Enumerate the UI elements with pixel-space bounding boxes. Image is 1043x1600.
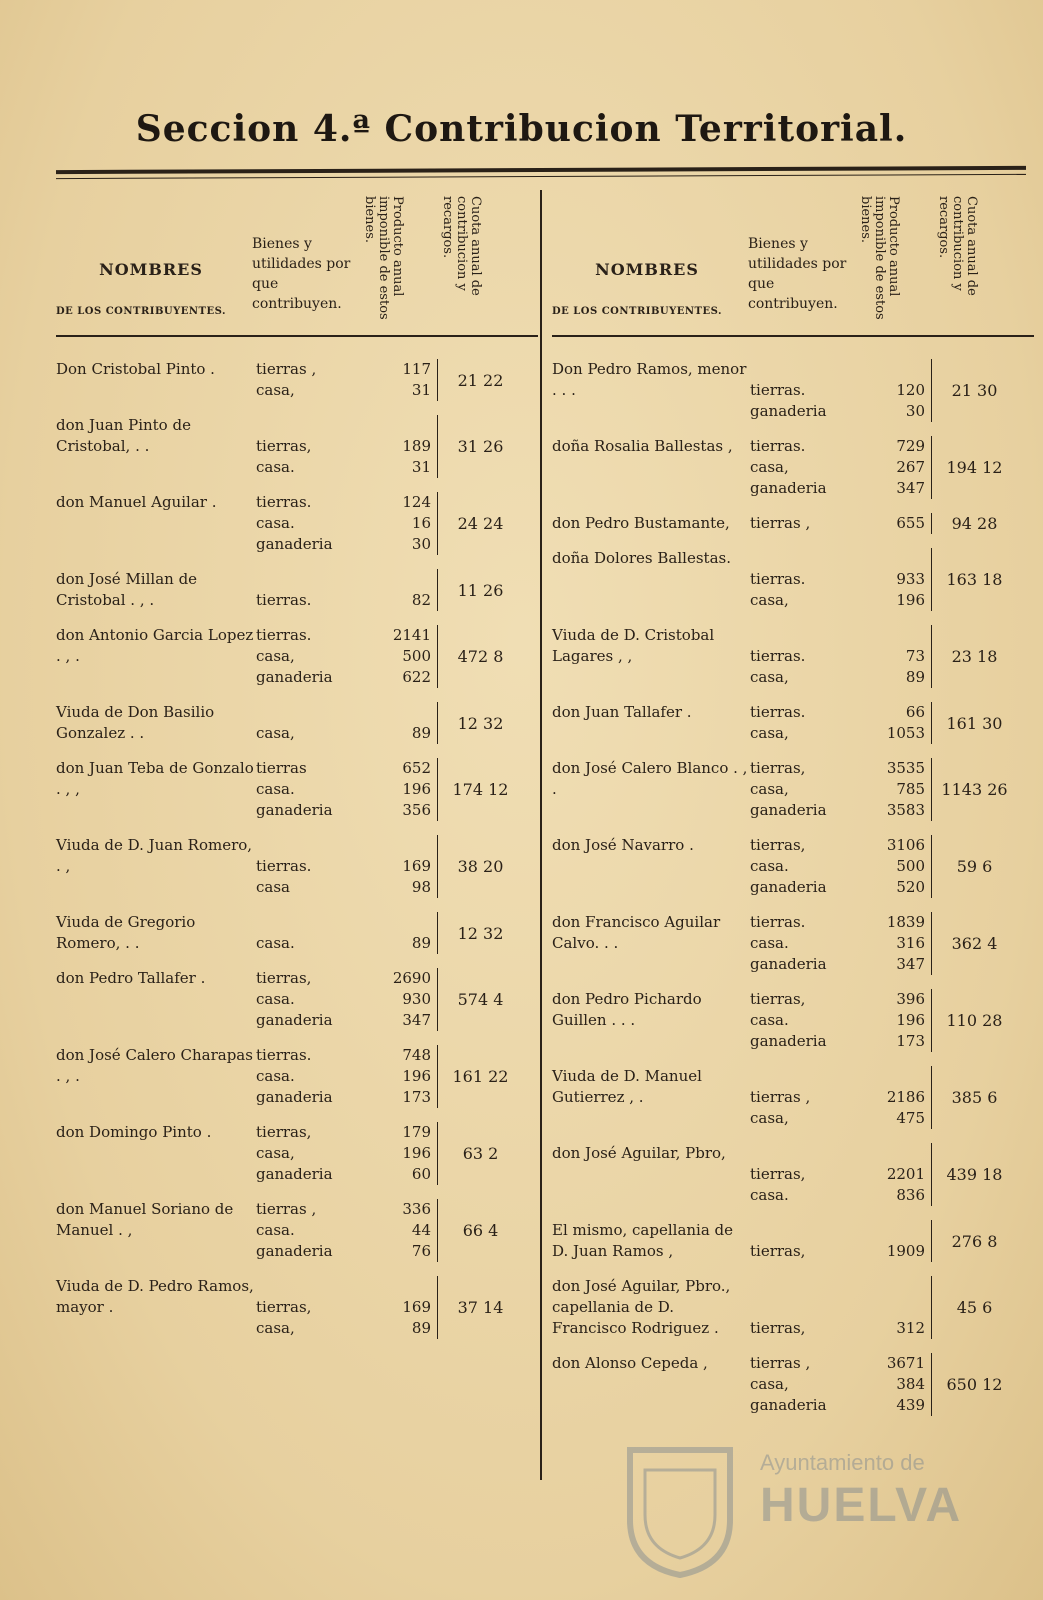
cuota-value: 110 28 [946, 1011, 1003, 1030]
goods-item: ganaderia [256, 801, 333, 819]
cuota-value: 574 4 [457, 990, 504, 1009]
header-cuota: Cuota anual de contribucion y recargos. [440, 196, 483, 296]
contributor-name: Viuda de Don Basilio Gonzalez . . [56, 703, 215, 742]
cuota-value: 439 18 [946, 1165, 1003, 1184]
product-value: 836 [896, 1186, 925, 1204]
goods-item: ganaderia [256, 1088, 333, 1106]
cuota-value: 38 20 [457, 857, 504, 876]
product-list [855, 1276, 932, 1339]
product-value: 66 [905, 703, 925, 721]
goods-item: ganaderia [750, 878, 827, 896]
cuota-value: 24 24 [457, 514, 504, 533]
goods-item: tierras. [750, 570, 806, 588]
product-value: 3583 [886, 801, 925, 819]
goods-list [256, 359, 361, 401]
product-value: 622 [402, 668, 431, 686]
cuota-value: 21 22 [457, 370, 504, 390]
goods-item: tierras. [256, 591, 312, 609]
product-value: 500 [896, 857, 925, 875]
goods-list [256, 912, 361, 954]
table-row [56, 968, 538, 1031]
cuota-value: 276 8 [951, 1231, 998, 1251]
goods-list [750, 835, 855, 898]
goods-item: casa, [256, 724, 295, 742]
table-row [56, 702, 538, 744]
goods-item: casa. [256, 514, 295, 532]
contributor-name: don José Aguilar, Pbro, [552, 1144, 726, 1162]
contributor-name: don Manuel Soriano de Manuel . , [56, 1200, 234, 1239]
goods-item: casa. [256, 458, 295, 476]
product-list [855, 436, 932, 499]
header-producto: Producto anual imponible de estos bienes. [858, 196, 901, 320]
goods-item: tierras, [256, 437, 312, 455]
goods-list [256, 1045, 361, 1108]
product-value: 89 [905, 668, 925, 686]
cuota-value: 21 30 [951, 381, 998, 400]
cuota-value: 12 32 [457, 923, 504, 943]
goods-list [256, 1199, 361, 1262]
goods-item: tierras. [256, 626, 312, 644]
table-row [552, 1143, 1034, 1206]
product-value: 82 [411, 591, 431, 609]
goods-item: tierras. [750, 703, 806, 721]
table-row [552, 548, 1034, 611]
product-value: 316 [896, 934, 925, 952]
goods-item: casa, [256, 1319, 295, 1337]
goods-list [750, 625, 855, 688]
goods-list [750, 912, 855, 975]
product-value: 179 [402, 1123, 431, 1141]
goods-item: tierras, [256, 969, 312, 987]
goods-item: tierras [256, 759, 307, 777]
product-list [855, 835, 932, 898]
contributor-name: don José Navarro . [552, 836, 694, 854]
table-row [56, 569, 538, 611]
goods-item: casa [256, 878, 290, 896]
goods-item: ganaderia [750, 801, 827, 819]
goods-item: tierras, [256, 1298, 312, 1316]
contributor-name: don Alonso Cepeda , [552, 1354, 708, 1372]
goods-list [750, 758, 855, 821]
contributor-name: Don Pedro Ramos, menor . . . [552, 360, 747, 399]
product-list [855, 513, 932, 534]
product-value: 785 [896, 780, 925, 798]
title-rule [56, 166, 1026, 174]
cuota-value: 161 30 [946, 713, 1003, 733]
product-value: 169 [402, 857, 431, 875]
contributor-name: don Pedro Pichardo Guillen . . . [552, 990, 702, 1029]
product-value: 76 [411, 1242, 431, 1260]
goods-item: tierras. [750, 437, 806, 455]
goods-item: ganaderia [256, 668, 333, 686]
contributor-name: Don Cristobal Pinto . [56, 360, 215, 378]
product-value: 439 [896, 1396, 925, 1414]
table-row [552, 1220, 1034, 1262]
cuota-value: 31 26 [457, 437, 504, 456]
product-value: 3671 [886, 1354, 925, 1372]
table-row [552, 912, 1034, 975]
table-row [56, 415, 538, 478]
goods-item: casa. [256, 1067, 295, 1085]
goods-list [256, 625, 361, 688]
table-row [56, 1276, 538, 1339]
contributor-name: Viuda de D. Manuel Gutierrez , . [552, 1067, 702, 1106]
goods-list [750, 989, 855, 1052]
table-row [552, 625, 1034, 688]
product-value: 89 [411, 934, 431, 952]
product-value: 312 [896, 1319, 925, 1337]
goods-item: casa. [256, 934, 295, 952]
table-row [552, 835, 1034, 898]
cuota-value: 194 12 [946, 458, 1003, 477]
contributor-name: don Pedro Bustamante, [552, 514, 730, 532]
cuota-value: 472 8 [457, 647, 504, 666]
cuota-value: 37 14 [457, 1298, 504, 1317]
table-row [56, 1199, 538, 1262]
product-value: 336 [402, 1200, 431, 1218]
goods-item: casa. [750, 1186, 789, 1204]
contributor-name: don Manuel Aguilar . [56, 493, 217, 511]
goods-item: casa. [256, 990, 295, 1008]
goods-item: tierras. [750, 381, 806, 399]
goods-list [256, 968, 361, 1031]
product-list [361, 415, 438, 478]
goods-list [750, 548, 855, 611]
goods-list [256, 702, 361, 744]
cuota-value: 45 6 [956, 1298, 993, 1317]
product-list [855, 912, 932, 975]
goods-item: casa, [750, 458, 789, 476]
product-value: 31 [411, 381, 431, 399]
cuota-value: 63 2 [462, 1144, 499, 1163]
goods-item: ganaderia [750, 479, 827, 497]
product-value: 196 [402, 1144, 431, 1162]
right-column [552, 190, 1034, 1430]
header-bienes: Bienes y utilidades por que contribuyen. [252, 236, 351, 312]
contributor-name: Viuda de D. Pedro Ramos, mayor . [56, 1277, 254, 1316]
contributor-name: Viuda de D. Cristobal Lagares , , [552, 626, 715, 665]
goods-item: casa, [256, 1144, 295, 1162]
contributor-name: don Pedro Tallafer . [56, 969, 206, 987]
product-list [361, 1045, 438, 1108]
left-column [56, 190, 538, 1353]
goods-item: tierras. [750, 913, 806, 931]
product-list [855, 625, 932, 688]
contributor-name: don José Millan de Cristobal . , . [56, 570, 198, 609]
contributor-name: don José Calero Blanco . , . [552, 759, 748, 798]
watermark-logo [620, 1440, 963, 1590]
goods-item: casa, [750, 1109, 789, 1127]
product-list [361, 968, 438, 1031]
product-list [855, 359, 932, 422]
header-bienes: Bienes y utilidades por que contribuyen. [748, 236, 847, 312]
product-value: 748 [402, 1046, 431, 1064]
table-row [56, 835, 538, 898]
product-value: 1839 [886, 913, 925, 931]
goods-item: casa. [750, 934, 789, 952]
product-value: 652 [402, 759, 431, 777]
table-row [552, 1353, 1034, 1416]
product-list [361, 835, 438, 898]
goods-item: tierras. [256, 857, 312, 875]
goods-list [750, 1220, 855, 1262]
header-cuota: Cuota anual de contribucion y recargos. [936, 196, 979, 296]
goods-item: tierras. [256, 1046, 312, 1064]
product-list [855, 1066, 932, 1129]
cuota-value: 650 12 [946, 1375, 1003, 1394]
goods-item: tierras , [256, 360, 317, 378]
product-value: 3106 [886, 836, 925, 854]
watermark-line1: Ayuntamiento de [760, 1450, 925, 1475]
goods-item: casa. [256, 1221, 295, 1239]
goods-list [750, 1276, 855, 1339]
product-value: 930 [402, 990, 431, 1008]
goods-item: tierras. [256, 493, 312, 511]
product-list [361, 359, 438, 401]
cuota-value: 11 26 [457, 580, 504, 600]
product-value: 73 [905, 647, 925, 665]
goods-item: casa, [750, 668, 789, 686]
header-contributors: DE LOS CONTRIBUYENTES. [552, 306, 722, 317]
table-row [56, 1045, 538, 1108]
goods-item: ganaderia [256, 1242, 333, 1260]
product-list [855, 702, 932, 744]
table-row [56, 758, 538, 821]
goods-list [750, 1143, 855, 1206]
table-row [56, 359, 538, 401]
product-list [361, 758, 438, 821]
product-value: 475 [896, 1109, 925, 1127]
contributor-name: doña Dolores Ballestas. [552, 549, 731, 567]
product-value: 173 [896, 1032, 925, 1050]
goods-list [256, 1276, 361, 1339]
product-value: 729 [896, 437, 925, 455]
product-value: 173 [402, 1088, 431, 1106]
contributor-name: don Antonio Garcia Lopez . , . [56, 626, 254, 665]
product-value: 117 [402, 360, 431, 378]
product-list [855, 1143, 932, 1206]
goods-item: casa. [750, 1011, 789, 1029]
goods-list [750, 1353, 855, 1416]
table-row [56, 1122, 538, 1185]
goods-item: tierras , [750, 1354, 811, 1372]
product-value: 2186 [886, 1088, 925, 1106]
table-row [552, 513, 1034, 534]
goods-item: casa, [750, 591, 789, 609]
product-value: 30 [905, 402, 925, 420]
cuota-value: 12 32 [457, 713, 504, 733]
table-row [552, 989, 1034, 1052]
product-value: 16 [411, 514, 431, 532]
column-divider [540, 190, 542, 1480]
cuota-value: 59 6 [956, 857, 993, 876]
header-names: NOMBRES [595, 260, 699, 279]
product-value: 2690 [392, 969, 431, 987]
header-producto: Producto anual imponible de estos bienes. [362, 196, 405, 320]
watermark-line2: HUELVA [760, 1479, 963, 1532]
product-value: 267 [896, 458, 925, 476]
product-value: 196 [402, 1067, 431, 1085]
goods-item: tierras , [750, 1088, 811, 1106]
left-rows [56, 359, 538, 1339]
table-row [552, 758, 1034, 821]
product-value: 60 [411, 1165, 431, 1183]
cuota-value: 23 18 [951, 647, 998, 666]
product-value: 1909 [886, 1242, 925, 1260]
product-list [361, 625, 438, 688]
goods-list [256, 415, 361, 478]
product-list [361, 492, 438, 555]
product-list [361, 1276, 438, 1339]
contributor-name: don Domingo Pinto . [56, 1123, 212, 1141]
product-list [855, 758, 932, 821]
contributor-name: Viuda de Gregorio Romero, . . [56, 913, 196, 952]
cuota-value: 163 18 [946, 570, 1003, 589]
product-value: 44 [411, 1221, 431, 1239]
right-rows [552, 359, 1034, 1416]
header-contributors: DE LOS CONTRIBUYENTES. [56, 306, 226, 317]
product-value: 520 [896, 878, 925, 896]
product-value: 655 [896, 514, 925, 532]
contributor-name: doña Rosalia Ballestas , [552, 437, 733, 455]
cuota-value: 1143 26 [941, 780, 1008, 799]
product-value: 120 [896, 381, 925, 399]
product-value: 89 [411, 1319, 431, 1337]
goods-item: casa, [750, 724, 789, 742]
goods-list [750, 436, 855, 499]
table-row [552, 436, 1034, 499]
contributor-name: don José Calero Charapas . , . [56, 1046, 253, 1085]
product-value: 169 [402, 1298, 431, 1316]
page-title: Seccion 4.ª Contribucion Territorial. [135, 108, 908, 150]
cuota-value: 362 4 [951, 934, 998, 953]
product-list [361, 1199, 438, 1262]
goods-list [750, 702, 855, 744]
product-value: 196 [896, 1011, 925, 1029]
product-value: 196 [402, 780, 431, 798]
goods-item: ganaderia [750, 955, 827, 973]
goods-list [256, 569, 361, 611]
contributor-name: Viuda de D. Juan Romero, . , [56, 836, 253, 875]
product-list [855, 1353, 932, 1416]
product-value: 89 [411, 724, 431, 742]
goods-item: tierras, [750, 1319, 806, 1337]
contributor-name: don José Aguilar, Pbro., capellania de D. Francisco Rodriguez . [552, 1277, 731, 1337]
goods-item: ganaderia [750, 1396, 827, 1414]
product-value: 347 [402, 1011, 431, 1029]
cuota-value: 66 4 [462, 1221, 499, 1240]
goods-item: ganaderia [750, 402, 827, 420]
goods-item: ganaderia [256, 535, 333, 553]
product-value: 933 [896, 570, 925, 588]
product-value: 2201 [886, 1165, 925, 1183]
table-row [552, 1276, 1034, 1339]
product-value: 384 [896, 1375, 925, 1393]
goods-item: casa. [750, 857, 789, 875]
goods-list [750, 1066, 855, 1129]
table-row [56, 912, 538, 954]
cuota-value: 161 22 [452, 1067, 509, 1086]
product-value: 500 [402, 647, 431, 665]
goods-item: ganaderia [256, 1165, 333, 1183]
product-value: 124 [402, 493, 431, 511]
goods-item: tierras, [750, 836, 806, 854]
goods-list [256, 1122, 361, 1185]
product-value: 1053 [886, 724, 925, 742]
goods-list [750, 359, 855, 422]
goods-item: tierras, [750, 990, 806, 1008]
goods-item: casa, [256, 647, 295, 665]
header-names: NOMBRES [99, 260, 203, 279]
product-list [855, 1220, 932, 1262]
left-header [56, 190, 538, 337]
goods-item: casa, [256, 381, 295, 399]
product-list [855, 548, 932, 611]
goods-list [256, 758, 361, 821]
contributor-name: don Juan Teba de Gonzalo . , , [56, 759, 254, 798]
product-value: 347 [896, 955, 925, 973]
product-list [361, 1122, 438, 1185]
crest-icon [620, 1440, 740, 1580]
table-row [552, 702, 1034, 744]
cuota-value: 385 6 [951, 1088, 998, 1107]
table-row [552, 359, 1034, 422]
contributor-name: don Francisco Aguilar Calvo. . . [552, 913, 721, 952]
contributor-name: don Juan Pinto de Cristobal, . . [56, 416, 191, 455]
product-value: 356 [402, 801, 431, 819]
goods-item: ganaderia [256, 1011, 333, 1029]
goods-item: tierras , [750, 514, 811, 532]
product-list [361, 569, 438, 611]
goods-item: casa, [750, 1375, 789, 1393]
goods-item: tierras. [750, 647, 806, 665]
goods-item: tierras , [256, 1200, 317, 1218]
goods-list [256, 492, 361, 555]
title-rule-thin [56, 174, 1026, 179]
product-value: 196 [896, 591, 925, 609]
goods-item: tierras, [750, 759, 806, 777]
goods-item: tierras, [750, 1165, 806, 1183]
product-value: 98 [411, 878, 431, 896]
goods-list [256, 835, 361, 898]
product-value: 396 [896, 990, 925, 1008]
contributor-name: don Juan Tallafer . [552, 703, 692, 721]
table-row [56, 625, 538, 688]
product-value: 30 [411, 535, 431, 553]
product-list [361, 912, 438, 954]
goods-item: casa. [256, 780, 295, 798]
product-value: 347 [896, 479, 925, 497]
goods-item: ganaderia [750, 1032, 827, 1050]
cuota-value: 174 12 [452, 780, 509, 799]
goods-item: casa, [750, 780, 789, 798]
product-list [361, 702, 438, 744]
table-row [552, 1066, 1034, 1129]
cuota-value: 94 28 [951, 514, 998, 533]
product-value: 2141 [392, 626, 431, 644]
product-list [855, 989, 932, 1052]
product-value: 31 [411, 458, 431, 476]
product-value: 3535 [886, 759, 925, 777]
product-value: 189 [402, 437, 431, 455]
contributor-name: El mismo, capellania de D. Juan Ramos , [552, 1221, 734, 1260]
table-row [56, 492, 538, 555]
goods-item: tierras, [750, 1242, 806, 1260]
goods-list [750, 513, 855, 534]
goods-item: tierras, [256, 1123, 312, 1141]
right-header [552, 190, 1034, 337]
